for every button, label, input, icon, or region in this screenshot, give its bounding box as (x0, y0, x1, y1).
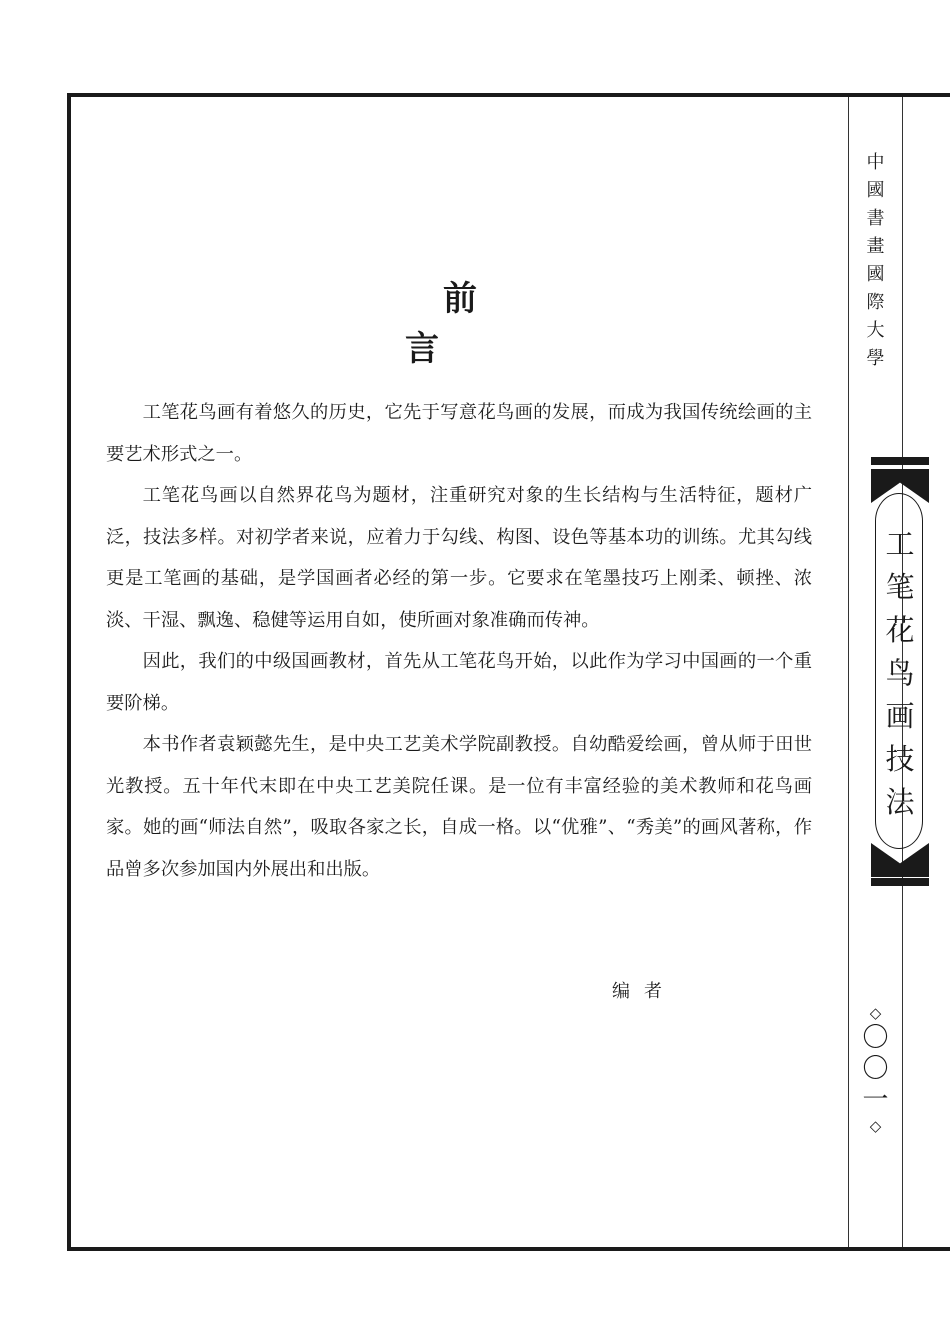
paragraph: 本书作者袁颖懿先生，是中央工艺美术学院副教授。自幼酷爱绘画，曾从师于田世光教授。五十年代末即在中央工艺美院任课。是一位有丰富经验的美术教师和花鸟画家。她的画“师法自然”，吸取各家之长，自成一格。以“优雅”、“秀美”的画风著称，作品曾多次参加国内外展出和出版。 (106, 734, 812, 880)
school-char: 中 (866, 152, 885, 173)
paragraph: 因此，我们的中级国画教材，首先从工笔花鸟开始，以此作为学习中国画的一个重要阶梯。 (106, 651, 812, 714)
book-title-char: 笔 (885, 570, 915, 604)
page-number (849, 1003, 902, 1136)
book-title (871, 523, 929, 824)
diamond-icon: ◇ (869, 1117, 882, 1135)
paragraph: 工笔花鸟画有着悠久的历史，它先于写意花鸟画的发展，而成为我国传统绘画的主要艺术形式之一。 (106, 402, 812, 465)
title-bar-top (871, 457, 929, 465)
page-digit: 一 (862, 1085, 889, 1115)
school-char: 學 (866, 348, 885, 369)
school-name (849, 149, 902, 373)
title-bar-bottom (871, 878, 929, 886)
page-digit: 〇 (862, 1023, 889, 1053)
signature: 编者 (612, 981, 676, 1002)
book-title-char: 花 (885, 613, 915, 647)
book-title-char: 鸟 (885, 656, 915, 690)
school-char: 國 (866, 180, 885, 201)
book-title-char: 工 (885, 527, 915, 561)
page-title: 前言 (405, 279, 553, 369)
book-title-panel (871, 469, 929, 877)
school-char: 際 (866, 292, 885, 313)
book-title-char: 法 (885, 785, 915, 819)
book-title-char: 画 (885, 699, 915, 733)
school-char: 大 (866, 320, 885, 341)
preface-body (106, 392, 812, 890)
school-char: 國 (866, 264, 885, 285)
school-char: 書 (866, 208, 885, 229)
book-title-char: 技 (885, 742, 915, 776)
diamond-icon: ◇ (869, 1004, 882, 1022)
paragraph: 工笔花鸟画以自然界花鸟为题材，注重研究对象的生长结构与生活特征，题材广泛，技法多样。对初学者来说，应着力于勾线、构图、设色等基本功的训练。尤其勾线更是工笔画的基础，是学国画者必经的第一步。它要求在笔墨技巧上刚柔、顿挫、浓淡、干湿、飘逸、稳健等运用自如，使所画对象准确而传神。 (106, 485, 812, 631)
school-char: 畫 (866, 236, 885, 257)
page-digit: 〇 (862, 1054, 889, 1084)
